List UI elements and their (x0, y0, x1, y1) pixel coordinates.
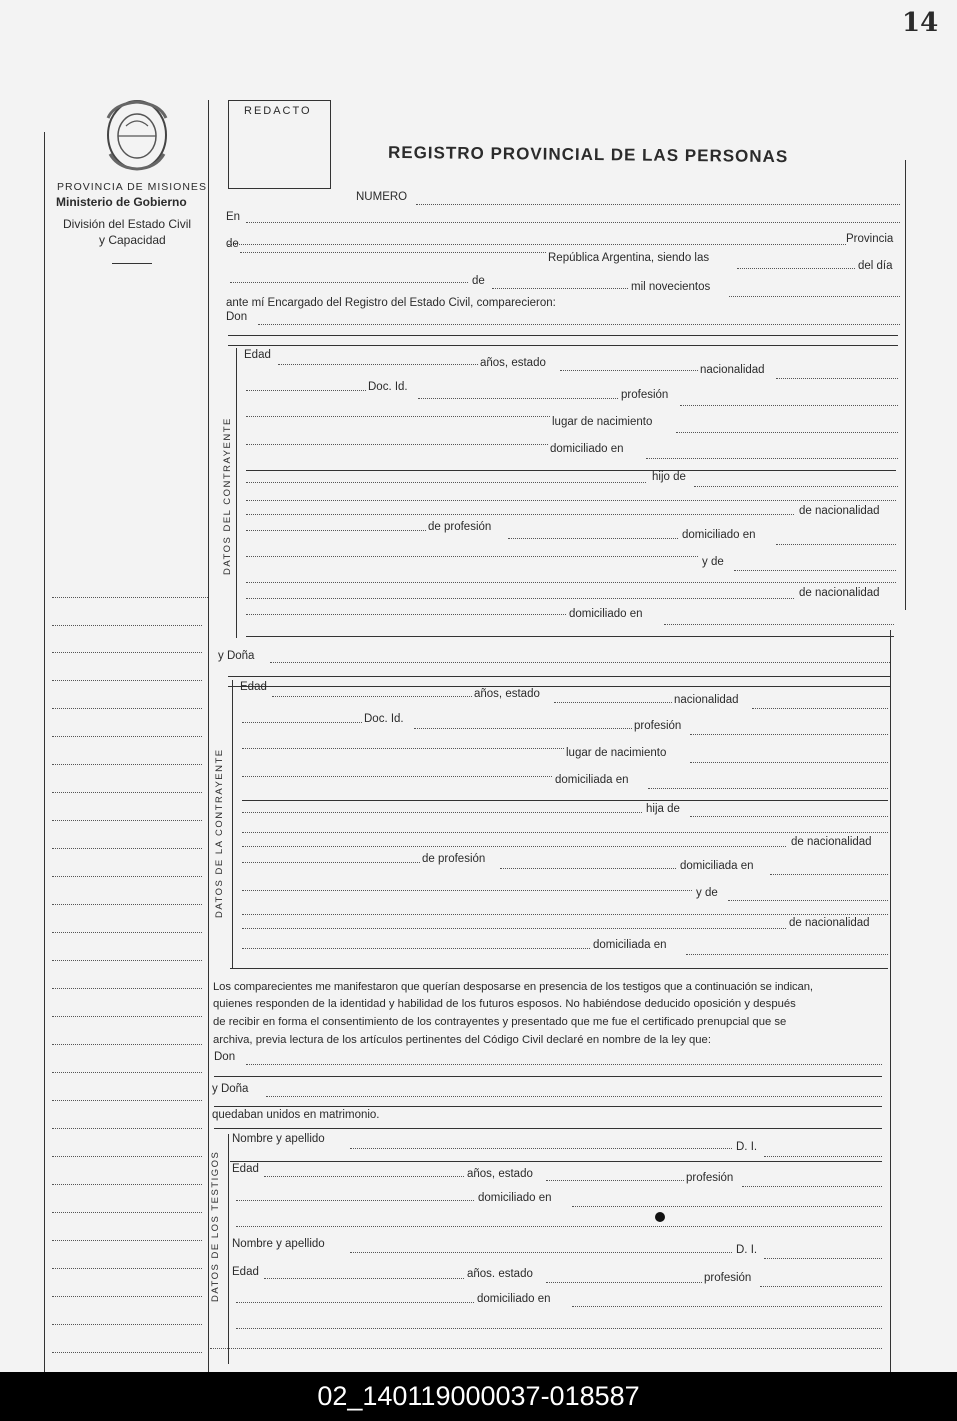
c-domiciliado-label: domiciliado en (550, 443, 624, 455)
document-title: REGISTRO PROVINCIAL DE LAS PERSONAS (387, 142, 789, 167)
f-padre-dom-field-2[interactable] (242, 890, 692, 891)
t-profesion-2-field[interactable] (760, 1286, 882, 1287)
c-de-nacionalidad-label: de nacionalidad (799, 505, 880, 517)
contrayente-f-section-label: DATOS DE LA CONTRAYENTE (214, 748, 225, 918)
f-hija-field-2[interactable] (690, 816, 888, 817)
f-profesion-label: profesión (634, 720, 682, 732)
t-anos-estado-2-label: años. estado (467, 1268, 533, 1280)
don-rule-2 (228, 345, 898, 346)
f-domiciliada-2-label: domiciliada en (680, 860, 754, 872)
c-padre-prof-field-2[interactable] (508, 538, 678, 539)
f-profesion-field[interactable] (690, 734, 888, 735)
c-hijo-field[interactable] (246, 482, 646, 483)
t-nombre-1-field[interactable] (350, 1148, 732, 1149)
mes-field[interactable] (492, 288, 628, 289)
p-y-dona-label: y Doña (212, 1083, 249, 1095)
f-domiciliada-label: domiciliada en (555, 774, 629, 786)
f-padre-field[interactable] (242, 832, 888, 833)
numero-label: NUMERO (356, 191, 408, 203)
c-hijo-label: hijo de (652, 471, 686, 483)
paragraph-line-3: de recibir en forma el consentimiento de los contrayentes y presentado que me fue el certificado prenupcial que se (213, 1016, 787, 1028)
c-edad-label: Edad (244, 349, 271, 361)
f-padre-nac-field[interactable] (242, 846, 786, 847)
paragraph-line-4: archiva, previa lectura de los artículos pertinentes del Código Civil declaré en nombre de la ley que: (213, 1034, 711, 1046)
t-domiciliado-2-label: domiciliado en (477, 1293, 551, 1305)
p-don-label: Don (214, 1051, 236, 1063)
f-lugar-field-2[interactable] (690, 762, 888, 763)
c-domicilio-field-2[interactable] (646, 458, 898, 459)
c-padre-field[interactable] (246, 500, 896, 501)
t-di-1-label: D. I. (736, 1141, 758, 1153)
testigos-bracket (228, 1134, 229, 1364)
f-madre-nac-field[interactable] (242, 928, 786, 929)
anio-field[interactable] (729, 296, 900, 297)
en-field[interactable] (246, 222, 900, 223)
c-madre-nac-field[interactable] (246, 598, 794, 599)
c-madre-field[interactable] (734, 570, 896, 571)
c-doc-field-2[interactable] (418, 398, 618, 399)
t-edad-1-label: Edad (232, 1163, 259, 1175)
f-de-profesion-label: de profesión (422, 853, 486, 865)
de-label: de (226, 238, 239, 250)
p-y-dona-field[interactable] (266, 1096, 882, 1097)
provincia-label: Provincia (846, 233, 894, 245)
c-padre-nac-field[interactable] (246, 514, 794, 515)
c-hijo-field-2[interactable] (694, 486, 898, 487)
sidebar-ministry: Ministerio de Gobierno (56, 195, 187, 209)
t-dom-1-field-2[interactable] (572, 1206, 882, 1207)
c-doc-label: Doc. Id. (368, 381, 408, 393)
c-padre-dom-field-2[interactable] (246, 556, 698, 557)
f-domicilio-field-2[interactable] (648, 788, 888, 789)
t-profesion-1-label: profesión (686, 1172, 734, 1184)
contrayente-bracket (236, 348, 237, 638)
f-hija-label: hija de (646, 803, 680, 815)
p-don-field[interactable] (246, 1064, 882, 1065)
t-profesion-2-label: profesión (704, 1272, 752, 1284)
c-estado-field[interactable] (560, 370, 698, 371)
c-profesion-label: profesión (621, 389, 669, 401)
f-nacionalidad-label: nacionalidad (674, 694, 739, 706)
f-madre-field[interactable] (728, 900, 888, 901)
redacto-label: REDACTO (244, 105, 312, 117)
f-lugar-field[interactable] (242, 748, 564, 749)
c-y-de-label: y de (702, 556, 724, 568)
right-margin-line (905, 160, 906, 610)
don-rule (228, 335, 898, 336)
en-field-2[interactable] (228, 244, 846, 245)
f-de-nacionalidad-label: de nacionalidad (791, 836, 872, 848)
don-label: Don (226, 311, 248, 323)
testigos-section-label: DATOS DE LOS TESTIGOS (210, 1150, 221, 1302)
t-edad-2-label: Edad (232, 1266, 259, 1278)
t-nombre-2-label: Nombre y apellido (232, 1238, 325, 1250)
de-field[interactable] (240, 252, 546, 253)
contrayente-section-label: DATOS DEL CONTRAYENTE (222, 417, 233, 575)
c-de-profesion-label: de profesión (428, 521, 492, 533)
t-estado-1-field[interactable] (546, 1180, 684, 1181)
f-madre-dom-field[interactable] (242, 948, 590, 949)
t-dom-2-field-2[interactable] (572, 1306, 882, 1307)
t-estado-2-field[interactable] (546, 1282, 702, 1283)
y-dona-label: y Doña (218, 650, 255, 662)
de2-label: de (472, 275, 485, 287)
f-nacionalidad-field[interactable] (752, 708, 888, 709)
f-domiciliada-3-label: domiciliada en (593, 939, 667, 951)
f-edad-label: Edad (240, 681, 267, 693)
del-dia-label: del día (858, 260, 893, 272)
f-hija-field[interactable] (242, 812, 642, 813)
f-doc-field[interactable] (242, 722, 362, 723)
paragraph-line-1: Los comparecientes me manifestaron que querían desposarse en presencia de los testigos que a continuación se indican, (213, 981, 813, 993)
image-caption: 02_140119000037-018587 (0, 1372, 957, 1421)
c-domicilio-field[interactable] (246, 444, 548, 445)
f-madre-field-2[interactable] (242, 914, 888, 915)
t-domiciliado-1-label: domiciliado en (478, 1192, 552, 1204)
t-anos-estado-1-label: años, estado (467, 1168, 533, 1180)
p-quedaban-label: quedaban unidos en matrimonio. (212, 1109, 380, 1121)
c-nacionalidad-field[interactable] (776, 378, 898, 379)
f-estado-field[interactable] (554, 702, 672, 703)
mil-novecientos-label: mil novecientos (631, 281, 711, 293)
ante-text: ante mí Encargado del Registro del Estado Civil, comparecieron: (226, 297, 556, 309)
don-field[interactable] (258, 324, 900, 325)
f-domicilio-field[interactable] (242, 776, 552, 777)
f-edad-field[interactable] (272, 696, 472, 697)
t-nombre-1-label: Nombre y apellido (232, 1133, 325, 1145)
c-padre-prof-field[interactable] (246, 530, 426, 531)
en-label: En (226, 211, 241, 223)
f-lugar-label: lugar de nacimiento (566, 747, 667, 759)
c-doc-field[interactable] (246, 390, 366, 391)
hora-field[interactable] (737, 268, 855, 269)
t-di-2-label: D. I. (736, 1244, 758, 1256)
f-padre-dom-field[interactable] (770, 874, 888, 875)
f-doc-label: Doc. Id. (364, 713, 404, 725)
t-edad-1-field[interactable] (264, 1176, 464, 1177)
c-padre-dom-field[interactable] (776, 544, 896, 545)
f-anos-estado-label: años, estado (474, 688, 540, 700)
inner-margin-line (208, 100, 209, 1372)
c-lugar-field-2[interactable] (676, 432, 898, 433)
t-dom-1-field-3[interactable] (236, 1226, 882, 1227)
ink-dot (655, 1212, 665, 1222)
c-lugar-label: lugar de nacimiento (552, 416, 653, 428)
c-profesion-field[interactable] (680, 405, 898, 406)
f-y-de-label: y de (696, 887, 718, 899)
t-di-1-field[interactable] (764, 1156, 882, 1157)
f-doc-field-2[interactable] (414, 728, 632, 729)
t-dom-2-field-4[interactable] (210, 1348, 882, 1349)
f-madre-dom-field-2[interactable] (686, 954, 888, 955)
republica-label: República Argentina, siendo las (548, 252, 710, 264)
t-dom-1-field[interactable] (236, 1200, 474, 1201)
contrayente-f-bracket (232, 680, 233, 968)
c-madre-dom-field-2[interactable] (664, 624, 894, 625)
sidebar-province: PROVINCIA DE MISIONES (57, 181, 207, 193)
c-madre-field-2[interactable] (246, 582, 896, 583)
f-padre-prof-field[interactable] (242, 862, 420, 863)
t-di-2-field[interactable] (764, 1258, 882, 1259)
c-edad-field[interactable] (278, 364, 478, 365)
c-de-nacionalidad-2-label: de nacionalidad (799, 587, 880, 599)
c-domiciliado-3-label: domiciliado en (569, 608, 643, 620)
t-nombre-2-field[interactable] (350, 1252, 732, 1253)
right-margin-line-2 (890, 630, 891, 1372)
c-anos-estado-label: años, estado (480, 357, 546, 369)
sidebar-division-2: y Capacidad (99, 233, 166, 247)
f-padre-prof-field-2[interactable] (500, 868, 676, 869)
y-dona-field[interactable] (270, 662, 890, 663)
numero-field[interactable] (416, 204, 900, 205)
c-domiciliado-2-label: domiciliado en (682, 529, 756, 541)
c-madre-dom-field[interactable] (246, 614, 566, 615)
c-nacionalidad-label: nacionalidad (700, 364, 765, 376)
paragraph-line-2: quienes responden de la identidad y habilidad de los futuros esposos. No habiéndose deducido oposición y después (213, 998, 796, 1010)
left-margin-line (44, 132, 45, 1372)
t-dom-2-field-3[interactable] (236, 1328, 882, 1329)
t-dom-2-field[interactable] (236, 1302, 474, 1303)
c-lugar-field[interactable] (246, 416, 550, 417)
sidebar-divider (112, 263, 152, 264)
t-profesion-1-field[interactable] (742, 1186, 882, 1187)
page-number: 14 (902, 8, 939, 38)
dia-field[interactable] (230, 282, 468, 283)
provincial-seal (104, 98, 170, 172)
f-de-nacionalidad-2-label: de nacionalidad (789, 917, 870, 929)
sidebar-division-1: División del Estado Civil (63, 217, 192, 231)
t-edad-2-field[interactable] (264, 1278, 464, 1279)
